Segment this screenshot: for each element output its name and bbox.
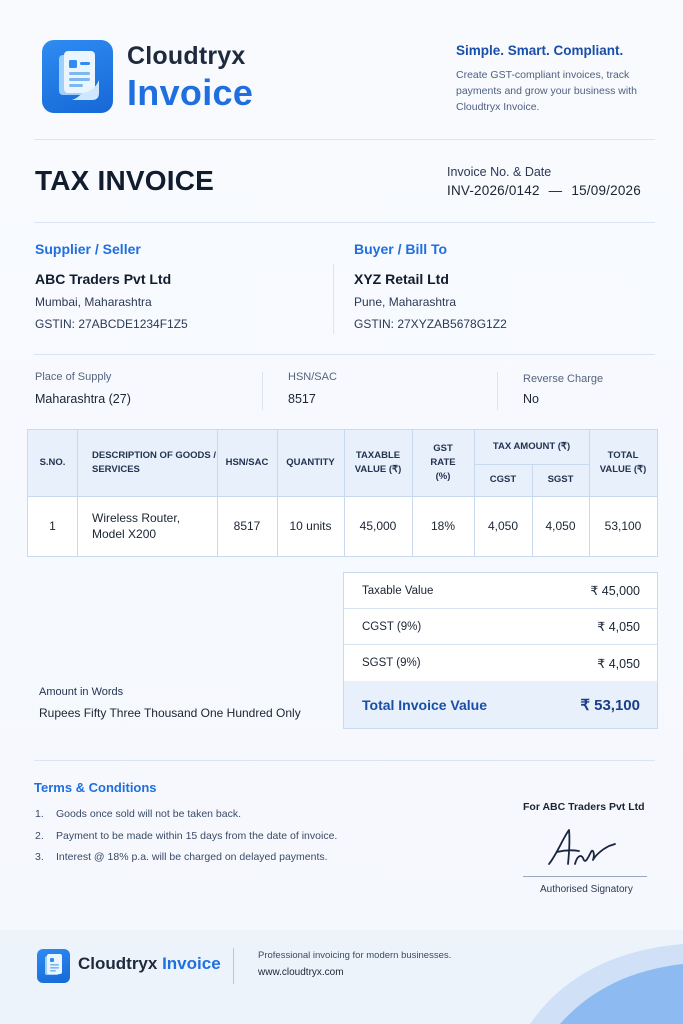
signature-label: Authorised Signatory [540,884,633,895]
summary-taxable-row [344,573,657,609]
signature-line [523,876,647,877]
cell-sno: 1 [49,519,56,533]
summary-total-row [344,681,657,728]
invoice-separator: — [548,183,563,198]
brand-name: Cloudtryx [127,42,246,70]
supplier-heading: Supplier / Seller [35,241,141,257]
summary-box [343,572,658,729]
invoice-number: INV-2026/0142 [447,183,540,198]
party-separator [333,264,334,334]
summary-total-label: Total Invoice Value [362,696,488,713]
cell-taxable-value: 45,000 [359,519,397,533]
summary-total-value: ₹ 53,100 [580,696,640,714]
document-icon [37,949,70,983]
col-description: DESCRIPTION OF GOODS / SERVICES [92,450,217,475]
summary-cgst-label: CGST (9%) [362,620,422,633]
supply-separator [497,372,498,410]
document-icon [42,40,113,113]
term-number: 1. [35,808,44,820]
term-text: Interest @ 18% p.a. will be charged on delayed payments. [56,851,328,863]
list-item [35,808,241,820]
summary-cgst-value: ₹ 4,050 [597,620,640,634]
cell-cgst: 4,050 [487,519,519,533]
hsn-label: HSN/SAC [288,371,337,383]
summary-cgst-row [344,609,657,645]
place-of-supply-value: Maharashtra (27) [35,392,131,406]
reverse-charge-label: Reverse Charge [523,373,604,385]
footer-brand-name: Cloudtryx [78,954,158,973]
invoice-date: 15/09/2026 [571,183,641,198]
col-hsn: HSN/SAC [225,457,269,468]
cell-total-value: 53,100 [604,519,642,533]
items-table [27,429,658,557]
term-number: 3. [35,851,44,863]
footer-description: Professional invoicing for modern businesses. [258,950,452,961]
brand-product: Invoice [127,72,254,113]
invoice-no-date [447,183,641,198]
supplier-gstin: GSTIN: 27ABCDE1234F1Z5 [35,317,188,331]
footer [0,930,683,1024]
buyer-name: XYZ Retail Ltd [354,271,449,287]
reverse-charge-value: No [523,392,539,406]
page-title: TAX INVOICE [35,165,215,196]
footer-wave-decoration [520,930,683,1024]
supplier-location: Mumbai, Maharashtra [35,295,152,309]
list-item [35,851,328,863]
footer-website-link[interactable]: www.cloudtryx.com [258,967,344,978]
buyer-heading: Buyer / Bill To [354,241,448,257]
divider [34,222,655,223]
supplier-name: ABC Traders Pvt Ltd [35,271,172,287]
cell-description: Wireless Router, Model X200 [92,511,181,541]
cell-gst-rate: 18% [430,519,456,533]
cell-hsn: 8517 [233,519,261,533]
term-number: 2. [35,830,44,842]
signature-image [543,824,623,874]
summary-taxable-label: Taxable Value [362,584,434,597]
term-text: Payment to be made within 15 days from the date of invoice. [56,830,338,842]
hsn-value: 8517 [288,392,316,406]
col-cgst: CGST [489,474,517,485]
cell-quantity: 10 units [289,519,332,533]
supply-separator [262,372,263,410]
col-gst-rate: GST RATE (%) [430,443,456,482]
signature-company: For ABC Traders Pvt Ltd [523,801,645,813]
footer-brand [78,954,221,974]
footer-brand-product: Invoice [162,954,221,973]
amount-in-words-label: Amount in Words [39,686,124,698]
place-of-supply-label: Place of Supply [35,371,112,383]
col-taxable-value: TAXABLE VALUE (₹) [354,450,402,475]
col-tax-amount: TAX AMOUNT (₹) [492,441,571,452]
footer-separator [233,948,234,984]
invoice-no-date-label: Invoice No. & Date [447,165,552,179]
term-text: Goods once sold will not be taken back. [56,808,242,820]
header [0,0,683,140]
cell-sgst: 4,050 [545,519,576,533]
summary-sgst-label: SGST (9%) [362,657,421,669]
divider [34,760,655,761]
summary-taxable-value: ₹ 45,000 [590,584,640,598]
buyer-gstin: GSTIN: 27XYZAB5678G1Z2 [354,317,507,331]
col-total-value: TOTAL VALUE (₹) [599,450,647,475]
buyer-location: Pune, Maharashtra [354,295,457,309]
list-item [35,830,337,842]
terms-heading: Terms & Conditions [34,780,157,795]
col-sgst: SGST [547,474,574,485]
amount-in-words-value: Rupees Fifty Three Thousand One Hundred Only [39,706,301,720]
summary-sgst-value: ₹ 4,050 [597,656,640,671]
tagline: Simple. Smart. Compliant. [456,43,624,58]
col-quantity: QUANTITY [286,457,335,468]
divider [34,354,655,355]
tagline-description: Create GST-compliant invoices, track payments and grow your business with Cloudtryx Invoice. [456,69,637,113]
divider [34,139,655,140]
summary-sgst-row [344,645,657,681]
col-sno: S.NO. [39,457,66,468]
